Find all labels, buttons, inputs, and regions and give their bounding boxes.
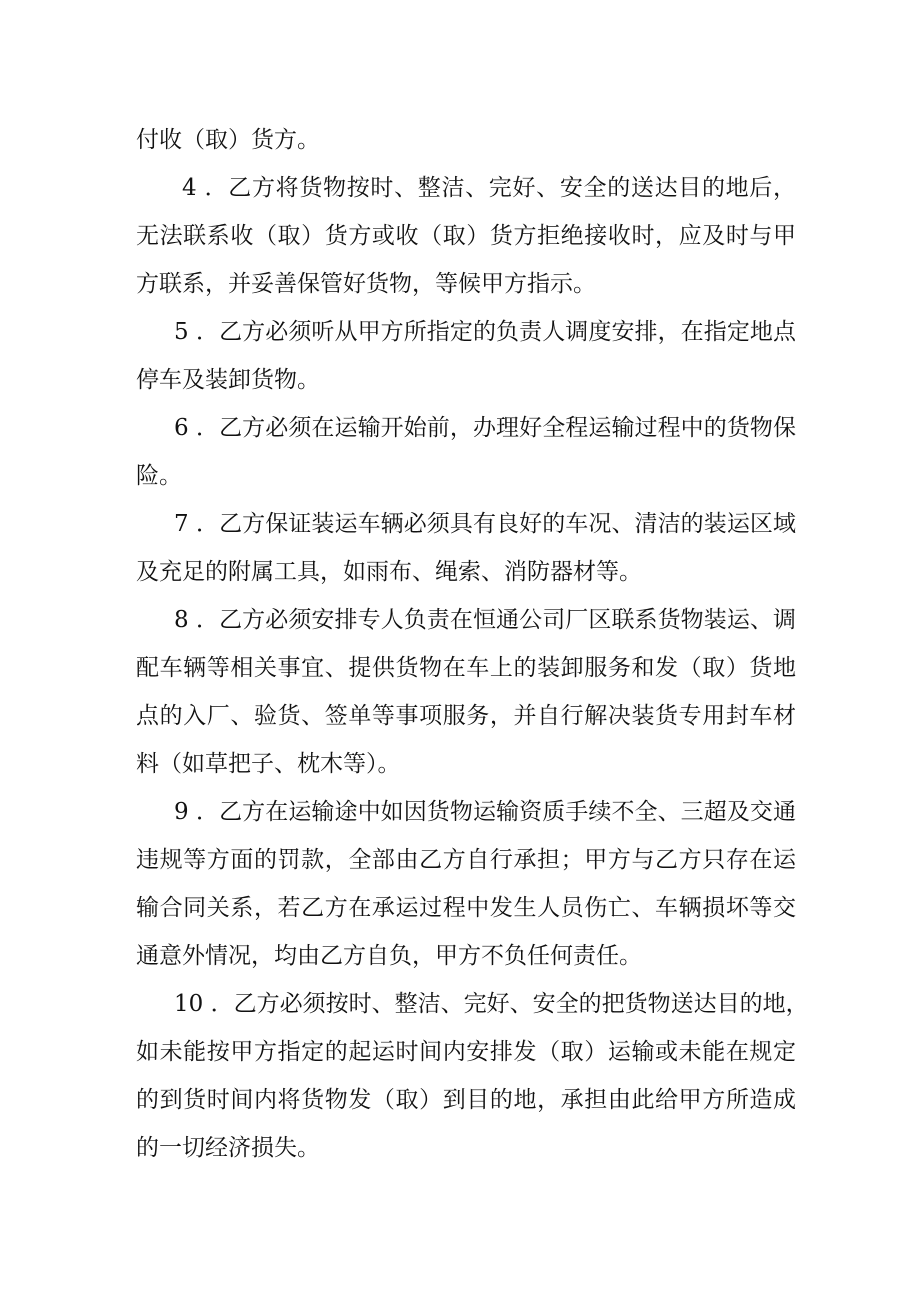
text-line: 方联系，并妥善保管好货物，等候甲方指示。 <box>136 271 596 297</box>
paragraph-7 <box>136 500 796 596</box>
paragraph-6 <box>136 404 796 500</box>
paragraph-4 <box>136 164 796 308</box>
text-line: 7 ．乙方保证装运车辆必须具有良好的车况、清洁的装运区域 <box>174 511 796 537</box>
text-line: 及充足的附属工具，如雨布、绳索、消防器材等。 <box>136 559 642 585</box>
text-line: 料（如草把子、枕木等）。 <box>136 751 401 777</box>
text-line: 点的入厂、验货、签单等事项服务，并自行解决装货专用封车材 <box>136 703 796 729</box>
text-line: 的一切经济损失。 <box>136 1135 320 1161</box>
text-line: 违规等方面的罚款，全部由乙方自行承担；甲方与乙方只存在运 <box>136 847 796 873</box>
text-line: 的到货时间内将货物发（取）到目的地，承担由此给甲方所造成 <box>136 1087 796 1113</box>
text-line: 停车及装卸货物。 <box>136 367 320 393</box>
text-line: 如未能按甲方指定的起运时间内安排发（取）运输或未能在规定 <box>136 1039 796 1065</box>
text-line: 付收（取）货方。 <box>136 127 320 153</box>
text-line: 5 ．乙方必须听从甲方所指定的负责人调度安排，在指定地点 <box>174 319 796 345</box>
text-line: 通意外情况，均由乙方自负，甲方不负任何责任。 <box>136 943 642 969</box>
paragraph-5 <box>136 308 796 404</box>
text-line: 6 ．乙方必须在运输开始前，办理好全程运输过程中的货物保 <box>174 415 796 441</box>
text-line: 险。 <box>136 463 182 489</box>
text-line: 8 ．乙方必须安排专人负责在恒通公司厂区联系货物装运、调 <box>174 607 796 633</box>
text-line: 输合同关系，若乙方在承运过程中发生人员伤亡、车辆损坏等交 <box>136 895 796 921</box>
text-line: 9 ．乙方在运输途中如因货物运输资质手续不全、三超及交通 <box>174 799 796 825</box>
paragraph-8 <box>136 596 796 788</box>
paragraph-3-tail <box>136 116 796 164</box>
text-line: 10 ．乙方必须按时、整洁、完好、安全的把货物送达目的地， <box>174 991 809 1017</box>
text-line: 配车辆等相关事宜、提供货物在车上的装卸服务和发（取）货地 <box>136 655 796 681</box>
paragraph-10 <box>136 980 809 1172</box>
text-line: 4 ．乙方将货物按时、整洁、完好、安全的送达目的地后， <box>182 175 796 201</box>
text-line: 无法联系收（取）货方或收（取）货方拒绝接收时，应及时与甲 <box>136 223 796 249</box>
paragraph-9 <box>136 788 796 980</box>
document-body <box>136 116 809 1172</box>
